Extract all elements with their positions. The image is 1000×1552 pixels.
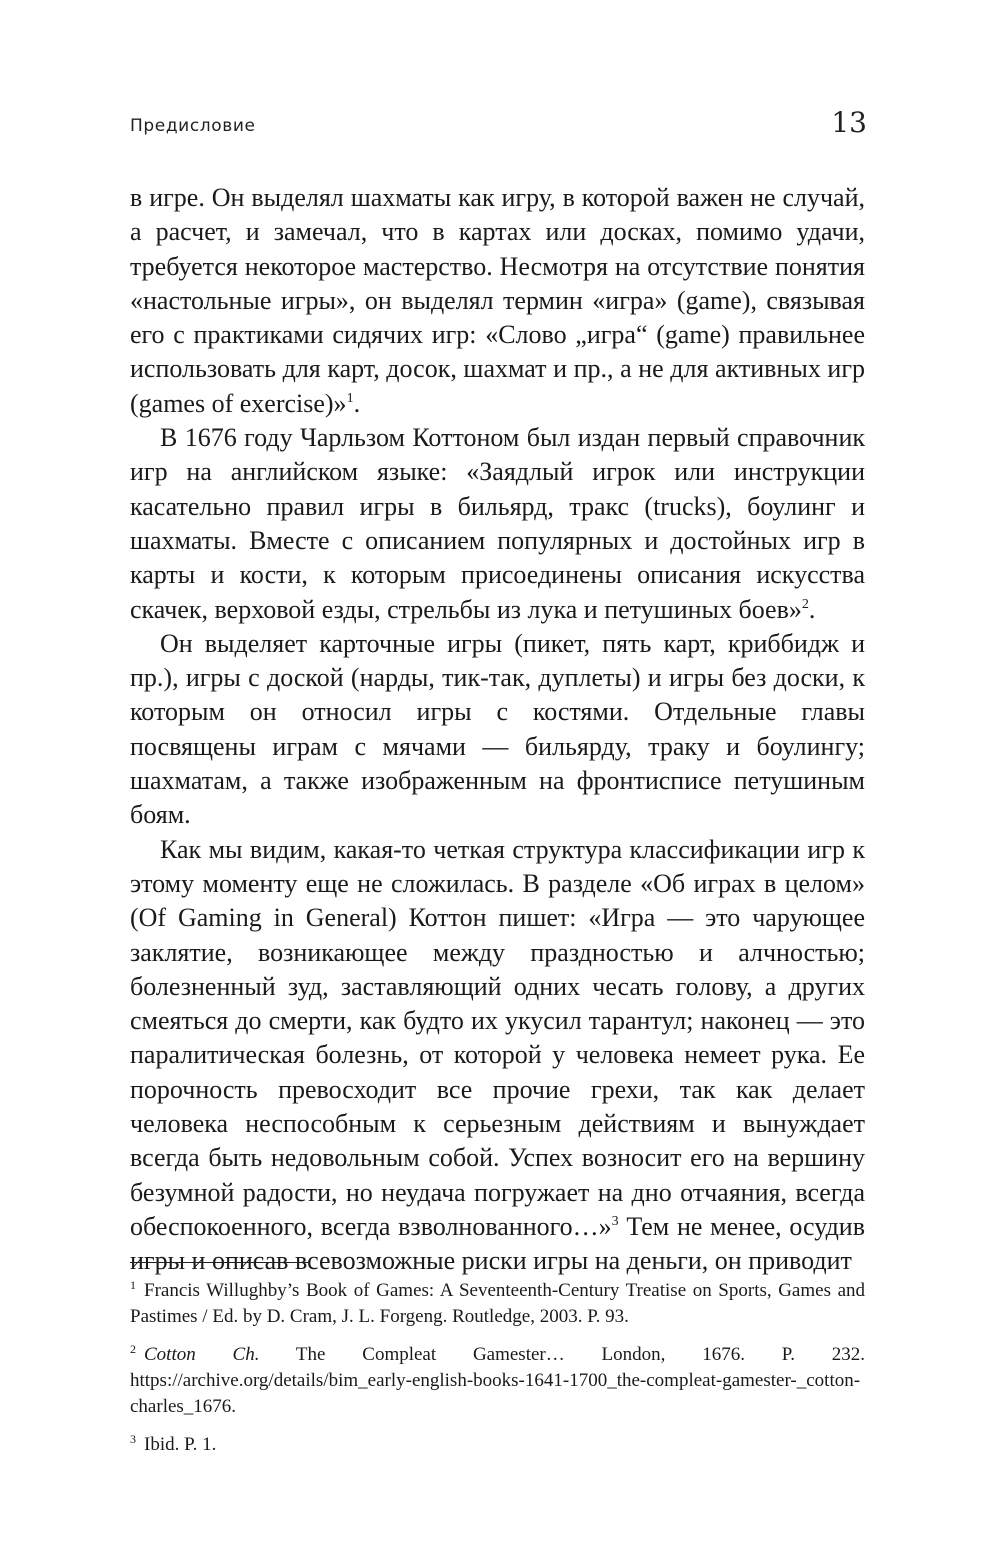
footnote: $^3$ Ibid. P. 1.: [130, 1432, 217, 1455]
paragraph: Он выделяет карточные игры (пикет, пять карт, криббидж и пр.), игры с доской (нарды, тик-так, дуплеты) и игры без доски, к которым он относил игры с костями. Отдельные главы посвящены играм с мячами — бильярду, траку и боулингу; шахматам, а также изображенным на фронтисписе петушиным боям.: [130, 628, 865, 830]
footnote: [130, 1336, 865, 1420]
footnote-number: 1: [130, 1278, 136, 1292]
footnote-ref[interactable]: 1: [346, 390, 354, 406]
running-head: Предисловие: [130, 116, 256, 136]
main-text: [130, 181, 865, 1279]
footnote-link-text[interactable]: The Compleat Gamester… London, 1676. P. 232. https://archive.org/details/bim_early-english-books-1641-1700_the-compleat-gamester-_cotton-charles_1676.: [130, 1344, 866, 1417]
footnote-number: 3: [130, 1432, 136, 1446]
footnote-number: 2: [130, 1342, 136, 1356]
footnotes: [130, 1272, 865, 1464]
paragraph: Как мы видим, какая-то четкая структура классификации игр к этому моменту еще не сложилась. В разделе «Об играх в целом» (Of Gaming in General) Коттон пишет: «Игра — это чарующее заклятие, возникающее между праздностью и алчностью; болезненный зуд, заставляющий одних чесать голову, а других смеяться до смерти, как будто их укусил тарантул; наконец — это паралитическая болезнь, от которой у человека немеет рука. Ее порочность превосходит все прочие грехи, так как делает человека неспособным к серьезным действиям и вынуждает всегда быть недовольным собой. Успех возносит его на вершину безумной радости, но неудача погружает на дно отчаяния, всегда обеспокоенного, всегда взволнованного…»$^3$ Тем не менее, осудив игры и описав всевозможные риски игры на деньги, он приводит: [130, 834, 865, 1276]
footnote-ref[interactable]: 2: [801, 596, 809, 612]
footnote-ref[interactable]: 3: [611, 1213, 619, 1229]
footnote-author: Cotton Ch.: [144, 1344, 260, 1365]
page-number: 13: [831, 106, 867, 139]
footnote: $^1$ Francis Willughby’s Book of Games: A Seventeenth-Century Treatise on Sports, Games and Pastimes / Ed. by D. Cram, J. L. Forgeng. Routledge, 2003. P. 93.: [130, 1278, 865, 1327]
paragraph: В 1676 году Чарльзом Коттоном был издан первый справочник игр на английском языке: «Заядлый игрок или инструкции касательно правил игры в бильярд, тракс (trucks), боулинг и шахматы. Вместе с описанием популярных и достойных игр в карты и кости, к которым присоединены описания искусства скачек, верховой езды, стрельбы из лука и петушиных боев»$^2$.: [130, 423, 865, 624]
paragraph: в игре. Он выделял шахматы как игру, в которой важен не случай, а расчет, и замечал, что в картах или досках, помимо удачи, требуется некоторое мастерство. Несмотря на отсутствие понятия «настольные игры», он выделял термин «игра» (game), связывая его с практиками сидячих игр: «Слово „игра“ (game) правильнее использовать для карт, досок, шахмат и пр., а не для активных игр (games of exercise)»$^1$.: [130, 183, 865, 418]
footnote-divider: [130, 1262, 310, 1263]
